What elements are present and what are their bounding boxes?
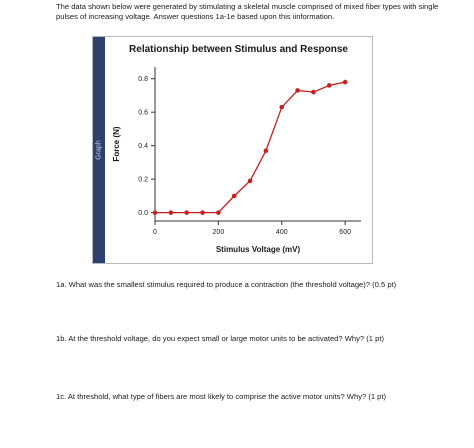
chart-title: Relationship between Stimulus and Response <box>129 44 348 55</box>
chart-panel <box>92 36 373 264</box>
data-point <box>153 210 158 215</box>
data-point <box>169 210 174 215</box>
data-point <box>264 148 269 153</box>
x-tick-label: 600 <box>339 229 351 236</box>
x-tick-label: 0 <box>153 229 157 236</box>
x-axis-title: Stimulus Voltage (mV) <box>215 245 301 254</box>
y-tick-label: 0.2 <box>138 176 148 184</box>
data-point <box>248 179 253 184</box>
y-tick-label: 0.8 <box>138 76 148 84</box>
data-point <box>327 83 332 88</box>
y-tick-label: 0.4 <box>138 143 148 151</box>
series-line <box>155 82 345 213</box>
data-point <box>216 210 221 215</box>
data-point <box>200 210 205 215</box>
data-point <box>279 105 284 110</box>
data-point <box>295 88 300 93</box>
line-chart <box>93 37 372 263</box>
data-point <box>184 210 189 215</box>
y-tick-label: 0.0 <box>138 210 148 218</box>
data-point <box>232 194 237 199</box>
question-1a: 1a. What was the smallest stimulus required to produce a contraction (the threshold voltage)? (0.5 pt) <box>56 280 397 289</box>
data-point <box>343 80 348 85</box>
x-tick-label: 200 <box>212 229 225 236</box>
graph-tab-label: Graph <box>95 140 103 160</box>
question-1c: 1c. At threshold, what type of fibers are most likely to comprise the active motor units? Why? (1 pt) <box>56 392 387 401</box>
x-tick-label: 400 <box>275 229 288 236</box>
y-tick-label: 0.6 <box>138 109 148 117</box>
y-axis-title: Force (N) <box>112 126 121 162</box>
data-point <box>311 90 316 95</box>
intro-paragraph: The data shown below were generated by stimulating a skeletal muscle comprised of mixed fiber types with single pulses of increasing voltage. Answer questions 1a-1e based upon this iinformation. <box>56 2 439 22</box>
question-1b: 1b. At the threshold voltage, do you expect small or large motor units to be activated? Why? (1 pt) <box>56 334 384 343</box>
